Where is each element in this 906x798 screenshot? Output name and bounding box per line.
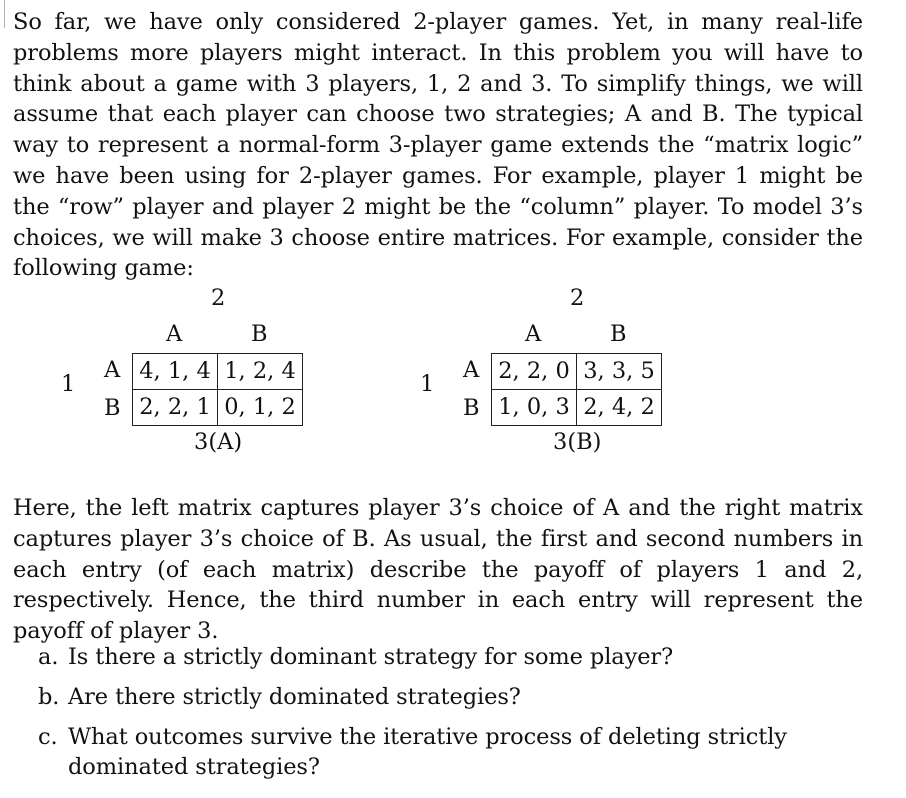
page-edge-line (4, 0, 5, 28)
matrix-label: 3(B) (553, 429, 602, 455)
payoff-cell-ba: 2, 2, 1 (133, 390, 218, 426)
question-list (38, 642, 868, 783)
question-marker: c. (38, 723, 58, 750)
row-header-b: B (104, 395, 121, 421)
payoff-cell-ab: 1, 2, 4 (218, 354, 303, 390)
column-player-label: 2 (570, 285, 585, 311)
payoff-cell-bb: 0, 1, 2 (218, 390, 303, 426)
matrix-row-b (133, 390, 303, 426)
question-a (38, 642, 868, 673)
question-text: Is there a strictly dominant strategy for some player? (68, 644, 674, 670)
payoff-matrix (491, 353, 662, 426)
column-header-a: A (166, 321, 183, 347)
game-matrix-3b (414, 283, 714, 463)
question-text: Are there strictly dominated strategies? (68, 683, 521, 710)
question-text: What outcomes survive the iterative process of deleting strictly dominated strategies? (68, 723, 787, 781)
column-header-a: A (525, 321, 542, 347)
question-b (38, 682, 868, 713)
payoff-cell-aa: 2, 2, 0 (492, 354, 577, 390)
game-matrix-3a (55, 283, 355, 463)
row-player-label: 1 (61, 371, 76, 397)
column-header-b: B (610, 321, 627, 347)
question-marker: b. (38, 683, 60, 710)
question-marker: a. (38, 644, 59, 670)
explanation-paragraph: Here, the left matrix captures player 3’s choice of A and the right matrix captures player 3’s choice of B. As usual, the first and second numbers in each entry (of each matrix) describe the payoff of players 1 and 2, respectively. Hence, the third number in each entry will represent the payoff of player 3. (13, 495, 863, 645)
row-player-label: 1 (420, 371, 435, 397)
column-player-label: 2 (211, 285, 226, 311)
row-header-a: A (463, 357, 480, 383)
matrix-row-b (492, 390, 662, 426)
payoff-cell-bb: 2, 4, 2 (577, 390, 662, 426)
row-header-b: B (463, 395, 480, 421)
intro-paragraph: So far, we have only considered 2-player games. Yet, in many real-life problems more players might interact. In this problem you will have to think about a game with 3 players, 1, 2 and 3. To simplify things, we will assume that each player can choose two strategies; A and B. The typical way to represent a normal-form 3-player game extends the “matrix logic” we have been using for 2-player games. For example, player 1 might be the “row” player and player 2 might be the “column” player. To model 3’s choices, we will make 3 choose entire matrices. For example, consider the following game: (13, 9, 863, 282)
payoff-cell-aa: 4, 1, 4 (133, 354, 218, 390)
matrix-row-a (133, 354, 303, 390)
payoff-matrix (132, 353, 303, 426)
payoff-cell-ab: 3, 3, 5 (577, 354, 662, 390)
row-header-a: A (104, 357, 121, 383)
matrix-label: 3(A) (194, 429, 243, 455)
payoff-cell-ba: 1, 0, 3 (492, 390, 577, 426)
question-c (38, 722, 868, 784)
column-header-b: B (251, 321, 268, 347)
matrix-row-a (492, 354, 662, 390)
